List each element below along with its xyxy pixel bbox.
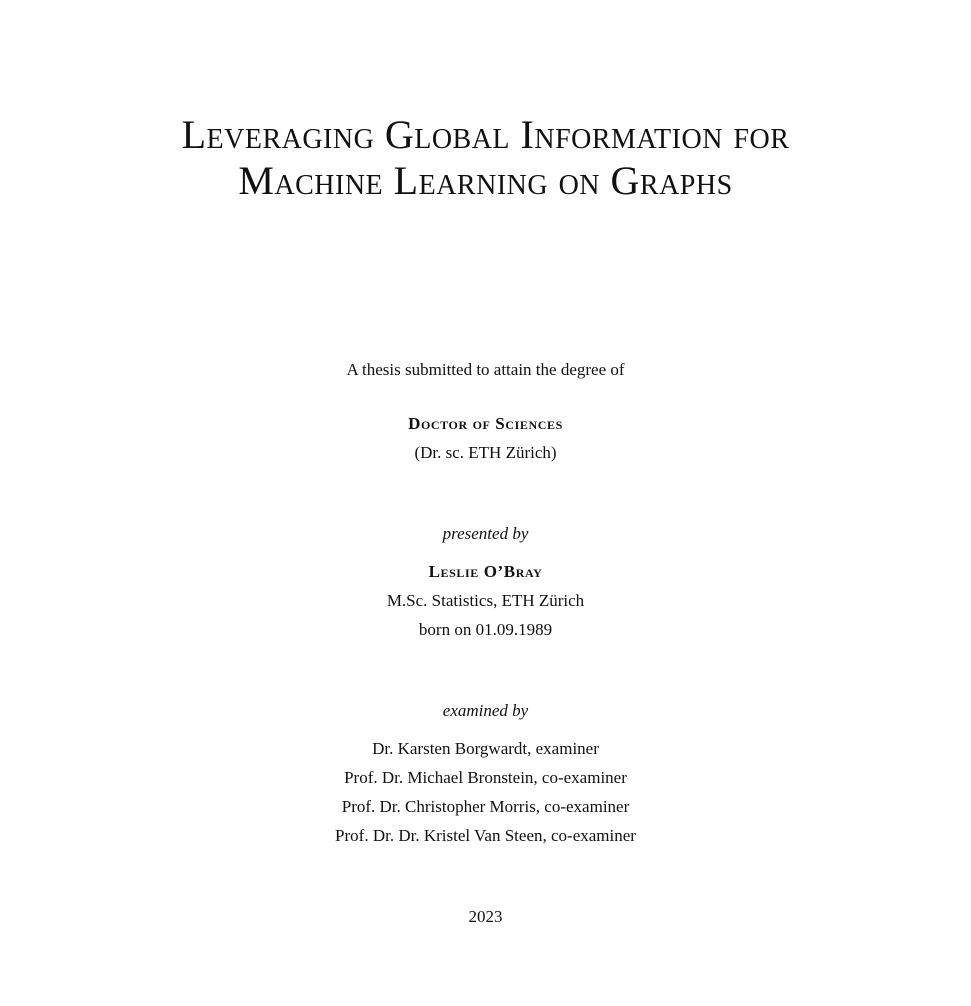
presented-by-label: presented by [442,524,529,543]
thesis-title-line-2: Machine Learning on Graphs [238,158,733,203]
author-degree: M.Sc. Statistics, ETH Zürich [386,591,585,610]
degree-abbreviation: (Dr. sc. ETH Zürich) [414,443,557,462]
submission-year: 2023 [468,907,503,926]
examiner-1: Dr. Karsten Borgwardt, examiner [372,739,599,758]
thesis-title-line-1: Leveraging Global Information for [181,112,790,157]
author-name: Leslie O’Bray [428,562,543,581]
examiner-2: Prof. Dr. Michael Bronstein, co-examiner [344,768,627,787]
author-birthdate: born on 01.09.1989 [418,620,553,639]
degree-name: Doctor of Sciences [408,414,563,433]
examined-by-label: examined by [442,701,529,720]
submission-statement: A thesis submitted to attain the degree of [346,360,625,379]
thesis-title [0,112,971,204]
examiner-4: Prof. Dr. Dr. Kristel Van Steen, co-examiner [335,826,636,845]
examiner-3: Prof. Dr. Christopher Morris, co-examiner [341,797,630,816]
